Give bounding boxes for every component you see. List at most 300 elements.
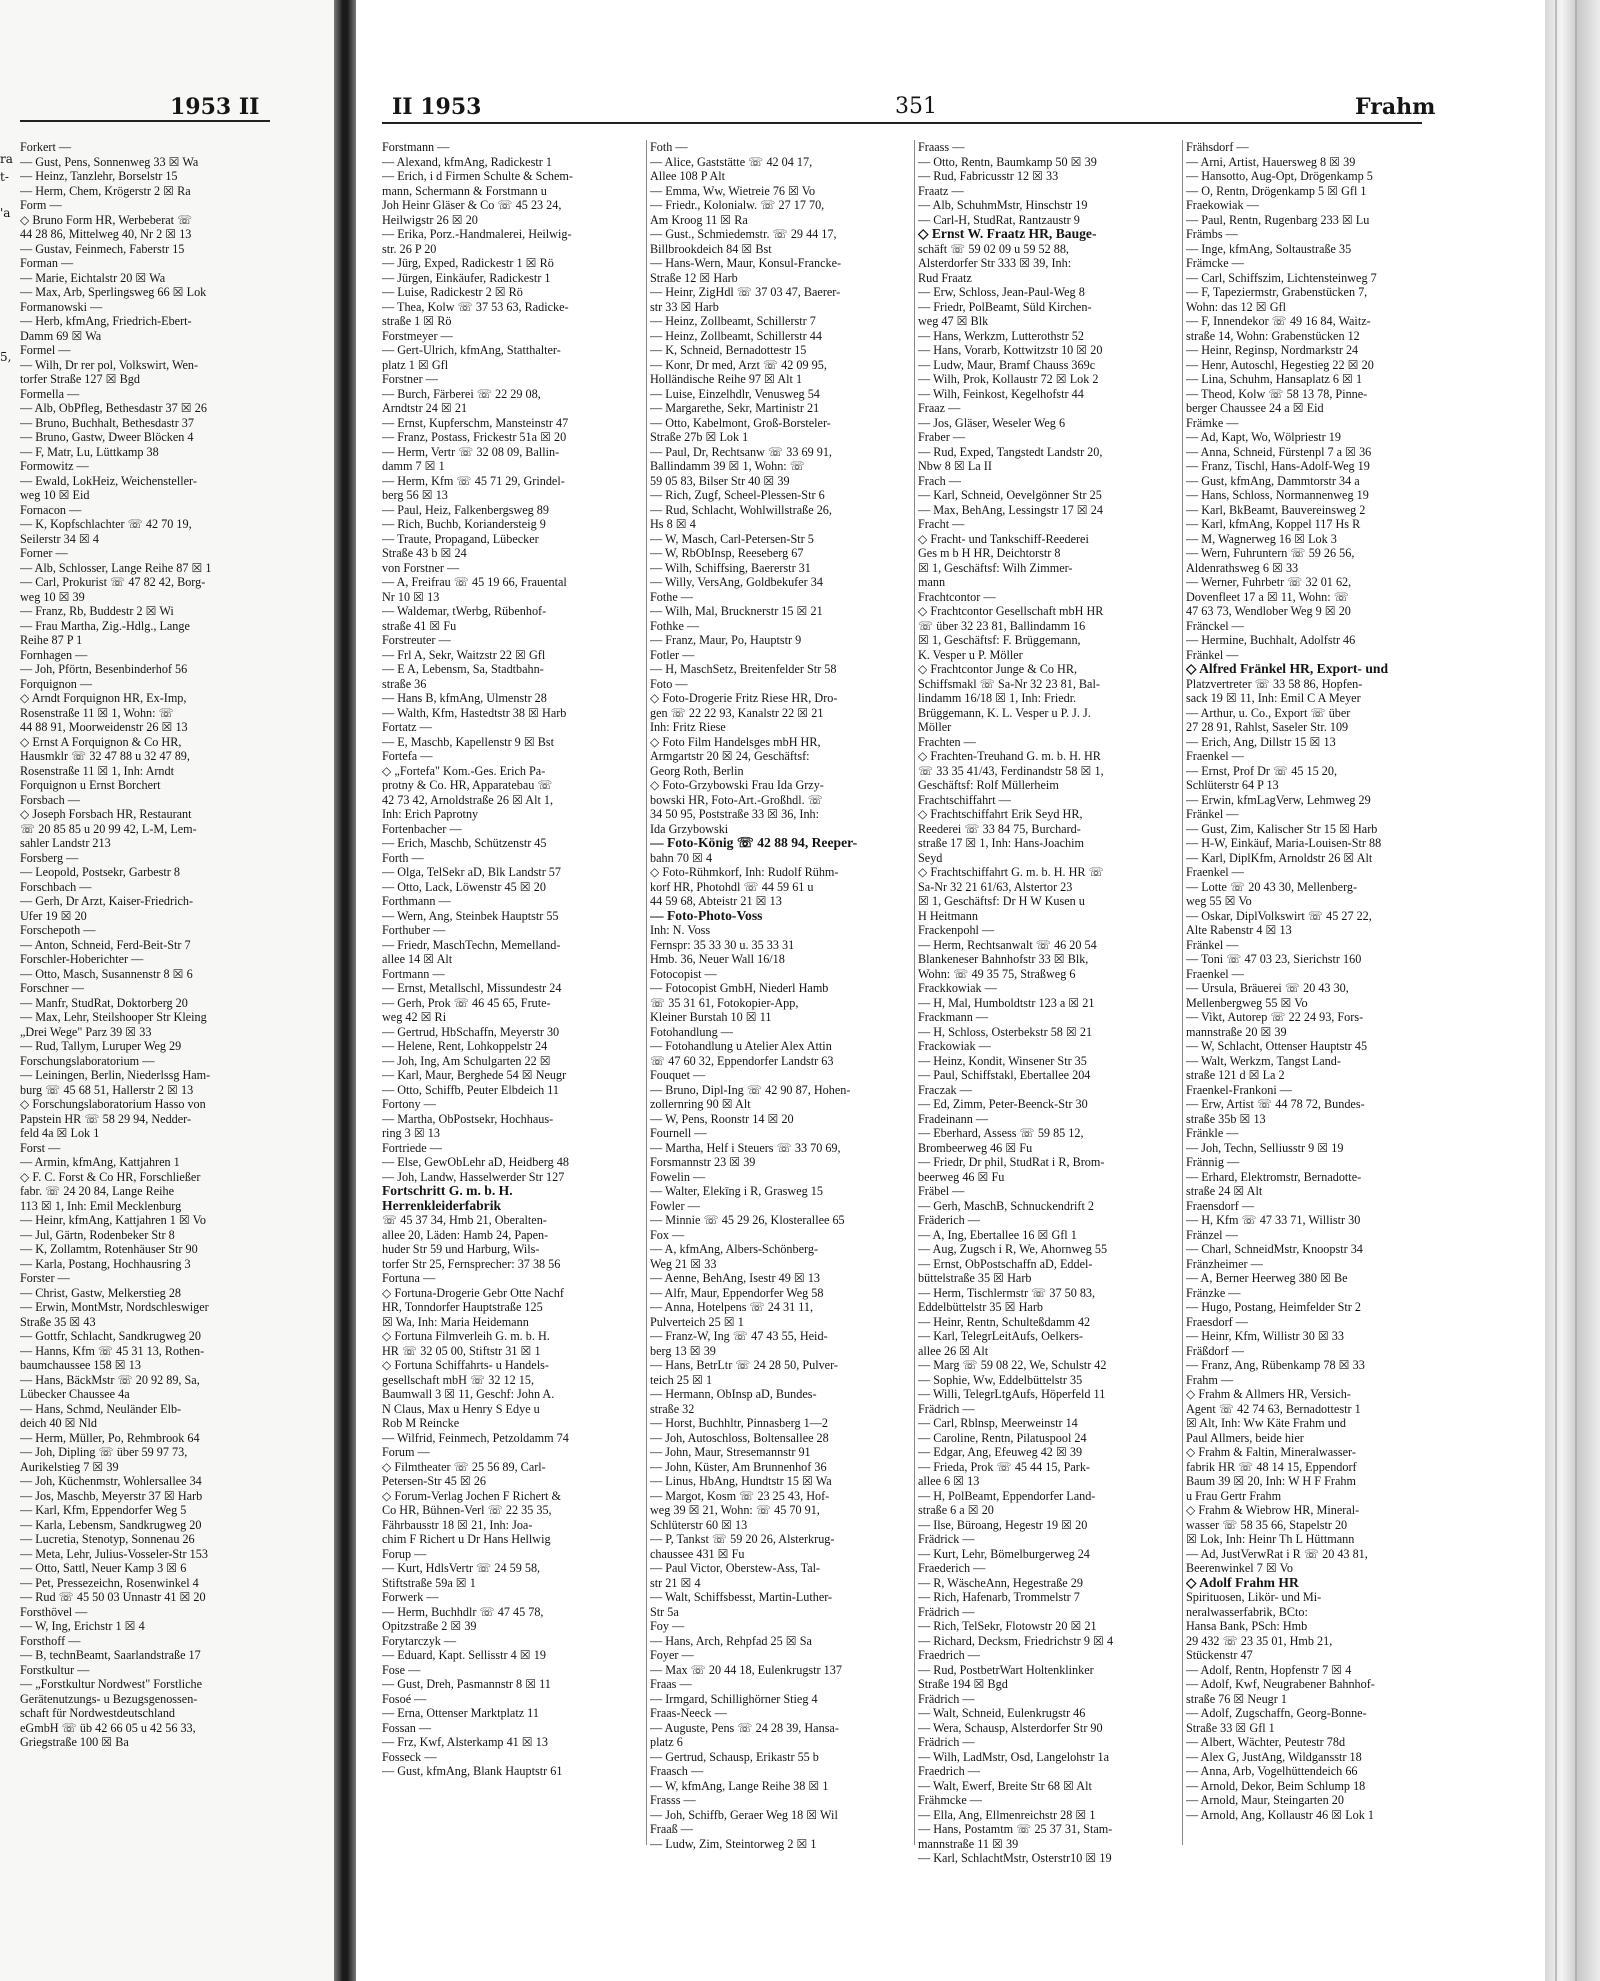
directory-line: Georg Roth, Berlin — [650, 763, 744, 778]
directory-line: ◇ Frachtschiffahrt Erik Seyd HR, — [918, 807, 1083, 821]
head-rule — [382, 122, 1422, 124]
directory-line: K. Vesper u P. Möller — [918, 647, 1023, 662]
directory-line: — Manfr, StudRat, Doktorberg 20 — [20, 995, 188, 1010]
directory-line: — Max ☏ 20 44 18, Eulenkrugstr 137 — [650, 1662, 842, 1677]
directory-line: sahler Landstr 213 — [20, 836, 111, 850]
directory-line: — Hans B, kfmAng, Ulmenstr 28 — [382, 691, 547, 705]
page-number: 351 — [895, 94, 937, 119]
directory-line: ◇ Foto-Drogerie Fritz Riese HR, Dro- — [650, 691, 838, 705]
directory-line: — Hanns, Kfm ☏ 45 31 13, Rothen- — [20, 1343, 205, 1358]
directory-line: straße 121 d ☒ La 2 — [1186, 1068, 1285, 1082]
directory-line: — Gust, Zim, Kalischer Str 15 ☒ Harb — [1186, 821, 1378, 836]
directory-line: Baumwall 3 ☒ 11, Geschf: John A. — [382, 1387, 555, 1401]
directory-line: — H, Schloss, Osterbekstr 58 ☒ 21 — [918, 1024, 1093, 1039]
directory-line: Forner — — [20, 546, 68, 560]
directory-line: Heilwigstr 26 ☒ 20 — [382, 212, 478, 227]
directory-line: ◇ Foto-Grzybowski Frau Ida Grzy- — [650, 778, 824, 792]
directory-line: Stiftstraße 59a ☒ 1 — [382, 1575, 476, 1590]
directory-line: — Ed, Zimm, Peter-Beenck-Str 30 — [918, 1097, 1088, 1111]
directory-line: — Friedr., Kolonialw. ☏ 27 17 70, — [650, 198, 825, 212]
directory-line: — Otto, Schiffb, Peuter Elbdeich 11 — [382, 1082, 560, 1097]
directory-line: — Joh, Pförtn, Besenbinderhof 56 — [20, 662, 188, 676]
directory-line: mannstraße 20 ☒ 39 — [1186, 1024, 1287, 1039]
directory-line: 44 28 86, Mittelweg 40, Nr 2 ☒ 13 — [20, 227, 192, 241]
directory-line: Straße 33 ☒ Gfl 1 — [1186, 1720, 1275, 1735]
directory-line: u Frau Gertr Frahm — [1186, 1488, 1282, 1503]
directory-line: — Traute, Propagand, Lübecker — [382, 531, 539, 546]
directory-line: — Ernst, ObPostschaffn aD, Eddel- — [918, 1256, 1093, 1271]
directory-line: teich 25 ☒ 1 — [650, 1372, 713, 1387]
directory-line: Fournell — — [650, 1126, 707, 1140]
directory-line: — Ernst, Kupferschm, Mansteinstr 47 — [382, 415, 569, 430]
directory-line: — Alb, ObPfleg, Bethesdastr 37 ☒ 26 — [20, 401, 207, 415]
directory-line: Ufer 19 ☒ 20 — [20, 908, 87, 923]
directory-line: Frädrich — — [918, 1735, 975, 1749]
directory-line: — Gertrud, HbSchaffn, Meyerstr 30 — [382, 1024, 560, 1039]
column-divider — [914, 140, 915, 1845]
directory-line: Rud Fraatz — [918, 270, 972, 285]
directory-line: ◇ Filmtheater ☏ 25 56 89, Carl- — [382, 1459, 546, 1474]
directory-line: — Hans, Werkzm, Lutterothstr 52 — [918, 328, 1084, 343]
directory-line: gen ☏ 22 22 93, Kanalstr 22 ☒ 21 — [650, 705, 824, 720]
directory-line: — Joh, Ing, Am Schulgarten 22 ☒ — [382, 1053, 551, 1068]
directory-line: — Heinr, Reginsp, Nordmarkstr 24 — [1186, 343, 1359, 357]
directory-line: Fracht — — [918, 517, 965, 531]
directory-line: gesellschaft mbH ☏ 32 12 15, — [382, 1372, 534, 1387]
directory-line: — Anton, Schneid, Ferd-Beit-Str 7 — [20, 937, 191, 952]
directory-line: — Erika, Porz.-Handmalerei, Heilwig- — [382, 227, 572, 241]
directory-line: Fox — — [650, 1227, 685, 1242]
directory-line: — Heinz, Kondit, Winsener Str 35 — [918, 1053, 1087, 1068]
directory-line: Alsterdorfer Str 333 ☒ 39, Inh: — [918, 256, 1072, 270]
directory-line: ☒ Wa, Inh: Maria Heidemann — [382, 1314, 529, 1329]
directory-line: str. 26 P 20 — [382, 241, 437, 256]
directory-line: — E, Maschb, Kapellenstr 9 ☒ Bst — [382, 734, 555, 749]
directory-line: burg ☏ 45 68 51, Hallerstr 2 ☒ 13 — [20, 1082, 194, 1097]
directory-line: — Jürgen, Einkäufer, Radickestr 1 — [382, 270, 551, 285]
directory-line: — Karl, Schneid, Oevelgönner Str 25 — [918, 488, 1102, 502]
directory-line: — Wilh, Schiffsing, Baererstr 31 — [650, 560, 811, 575]
directory-line: — Max, Arb, Sperlingsweg 66 ☒ Lok — [20, 285, 207, 299]
directory-line: — Franz, Postass, Frickestr 51a ☒ 20 — [382, 430, 567, 444]
directory-line: — Horst, Buchhltr, Pinnasberg 1—2 — [650, 1416, 829, 1430]
directory-line: Fraatz — — [918, 183, 964, 198]
directory-column-4 — [918, 140, 1180, 1866]
directory-line: — Frau Martha, Zig.-Hdlg., Lange — [20, 618, 190, 633]
directory-line: straße 1 ☒ Rö — [382, 314, 452, 328]
directory-line: allee 14 ☒ Alt — [382, 952, 453, 966]
directory-line: Frachtcontor — — [918, 589, 996, 604]
directory-line: — Heinz, Zollbeamt, Schillerstr 44 — [650, 328, 822, 343]
directory-line: Fränkle — — [1186, 1126, 1239, 1140]
directory-line: Frännig — — [1186, 1155, 1240, 1169]
margin-fragment — [0, 276, 16, 294]
directory-line: Straße 194 ☒ Bgd — [918, 1677, 1008, 1691]
directory-line: torfer Str 25, Fernsprecher: 37 38 56 — [382, 1256, 561, 1271]
directory-line: Frähmcke — — [918, 1793, 982, 1807]
directory-line: ring 3 ☒ 13 — [382, 1126, 440, 1140]
directory-line: — Eberhard, Assess ☏ 59 85 12, — [918, 1126, 1084, 1140]
directory-line: Formanowski — — [20, 299, 103, 314]
directory-line: — Heinz, Zollbeamt, Schillerstr 7 — [650, 314, 816, 328]
directory-line: — Lucretia, Stenotyp, Sonnenau 26 — [20, 1532, 195, 1546]
directory-line: ◇ Fortuna Filmverleih G. m. b. H. — [382, 1329, 550, 1343]
directory-line: — Willi, TelegrLtgAufs, Höperfeld 11 — [918, 1387, 1106, 1401]
directory-line: Fraas — — [650, 1677, 692, 1691]
directory-line: straße 24 ☒ Alt — [1186, 1184, 1263, 1198]
directory-line: Fose — — [382, 1662, 421, 1677]
directory-line: — Fotohandlung u Atelier Alex Attin — [650, 1039, 832, 1053]
directory-line: 44 59 68, Abteistr 21 ☒ 13 — [650, 894, 782, 908]
directory-line: Schlüterstr 60 ☒ 13 — [650, 1517, 748, 1532]
directory-line: — Wern, Ang, Steinbek Hauptstr 55 — [382, 908, 559, 923]
directory-line: fabr. ☏ 24 20 84, Lange Reihe — [20, 1184, 175, 1198]
directory-line: ◇ Bruno Form HR, Werbeberat ☏ — [20, 212, 193, 227]
directory-line: — F, Tapeziermstr, Grabenstücken 7, — [1186, 285, 1368, 299]
directory-line: — Hans, Arch, Rehpfad 25 ☒ Sa — [650, 1633, 812, 1648]
directory-line: — Anna, Arb, Vogelhüttendeich 66 — [1186, 1764, 1358, 1778]
directory-line: ◇ Fracht- und Tankschiff-Reederei — [918, 531, 1089, 546]
directory-line: ☒ Lok, Inh: Heinr Th L Hüttmann — [1186, 1532, 1355, 1546]
directory-line: Fornhagen — — [20, 647, 88, 662]
directory-line: Spirituosen, Likör- und Mi- — [1186, 1590, 1322, 1604]
directory-line: ◇ Fortuna-Drogerie Gebr Otte Nachf — [382, 1285, 564, 1300]
directory-line: Eddelbüttelstr 35 ☒ Harb — [918, 1300, 1043, 1314]
directory-line: Schiffsmakl ☏ Sa-Nr 32 23 81, Bal- — [918, 676, 1100, 691]
directory-column-1 — [20, 140, 270, 1750]
directory-line: Fosseck — — [382, 1749, 437, 1764]
directory-line: Fräßdorf — — [1186, 1343, 1244, 1358]
directory-line: Weg 21 ☒ 33 — [650, 1256, 717, 1271]
directory-line: — Wilh, Mal, Brucknerstr 15 ☒ 21 — [650, 604, 823, 618]
directory-line: — Kurt, HdlsVertr ☏ 24 59 58, — [382, 1561, 541, 1575]
directory-line: Sa-Nr 32 21 61/63, Alstertor 23 — [918, 879, 1073, 894]
directory-line: — Adolf, Kwf, Neugrabener Bahnhof- — [1186, 1677, 1375, 1691]
directory-line: — W, RbObInsp, Reeseberg 67 — [650, 546, 804, 560]
directory-line: — Jul, Gärtn, Rodenbeker Str 8 — [20, 1227, 175, 1242]
directory-line: — Helene, Rent, Lohkoppelstr 24 — [382, 1039, 548, 1053]
directory-line: ☏ 35 31 61, Fotokopier-App, — [650, 995, 799, 1010]
directory-line: Fowelin — — [650, 1169, 706, 1184]
directory-line: — Frz, Kwf, Alsterkamp 41 ☒ 13 — [382, 1735, 548, 1749]
directory-line: — Heinr, ZigHdl ☏ 37 03 47, Baerer- — [650, 285, 841, 299]
directory-line: Petersen-Str 45 ☒ 26 — [382, 1474, 487, 1488]
directory-line: — Herm, Müller, Po, Rehmbrook 64 — [20, 1430, 200, 1445]
directory-line: straße 32 — [650, 1401, 695, 1416]
directory-line: — Alexand, kfmAng, Radickestr 1 — [382, 154, 552, 169]
directory-line: Herrenkleiderfabrik — [382, 1198, 502, 1213]
directory-line: — Franz, Maur, Po, Hauptstr 9 — [650, 633, 802, 647]
directory-line: — Erhard, Elektromstr, Bernadotte- — [1186, 1169, 1362, 1184]
directory-line: Fotocopist — — [650, 966, 717, 981]
directory-line: — Oskar, DiplVolkswirt ☏ 45 27 22, — [1186, 908, 1372, 923]
directory-line: ◇ Adolf Frahm HR — [1186, 1575, 1299, 1590]
directory-line: lindamm 16/18 ☒ 1, Inh: Friedr. — [918, 691, 1077, 705]
left-page-margin-fragments — [0, 150, 16, 800]
directory-line: bowski HR, Foto-Art.-Großhdl. ☏ — [650, 792, 823, 807]
margin-fragment — [0, 330, 16, 348]
directory-line: Fraasch — — [650, 1764, 704, 1778]
directory-line: Forwerk — — [382, 1590, 439, 1604]
directory-line: — Rud, PostbetrWart Holtenklinker — [918, 1662, 1094, 1677]
directory-line: Fraass — — [918, 140, 965, 154]
directory-line: — Karl, kfmAng, Koppel 117 Hs R — [1186, 517, 1361, 531]
directory-line: — Carl, Rblnsp, Meerweinstr 14 — [918, 1416, 1078, 1430]
directory-line: Reihe 87 P 1 — [20, 633, 83, 647]
running-head-right: Frahm — [1355, 94, 1436, 120]
directory-line: — Alb, SchuhmMstr, Hinschstr 19 — [918, 198, 1088, 212]
directory-line: — Christ, Gastw, Melkerstieg 28 — [20, 1285, 182, 1300]
directory-line: Mellenbergweg 55 ☒ Vo — [1186, 995, 1308, 1010]
directory-line: Fortuna — — [382, 1271, 436, 1285]
directory-line: Hs 8 ☒ 4 — [650, 517, 696, 531]
directory-line: Rob M Reincke — [382, 1416, 460, 1430]
directory-line: Platzvertreter ☏ 33 58 86, Hopfen- — [1186, 676, 1363, 691]
directory-line: Nr 10 ☒ 13 — [382, 589, 440, 604]
directory-line: — Martha, Helf i Steuers ☏ 33 70 69, — [650, 1140, 841, 1155]
directory-column-3 — [650, 140, 912, 1851]
directory-line: straße 76 ☒ Neugr 1 — [1186, 1691, 1287, 1706]
directory-line: — Paul, Schiffstakl, Ebertallee 204 — [918, 1068, 1091, 1082]
directory-line: ☏ über 32 23 81, Ballindamm 16 — [918, 618, 1086, 633]
directory-line: Paul Allmers, beide hier — [1186, 1430, 1304, 1445]
directory-line: — Alex G, JustAng, Wildgansstr 18 — [1186, 1749, 1362, 1764]
directory-line: — Karl, Kfm, Eppendorfer Weg 5 — [20, 1503, 187, 1517]
directory-line: ☒ 1, Geschäftsf: Wilh Zimmer- — [918, 560, 1073, 575]
directory-line: — K, Schneid, Bernadottestr 15 — [650, 343, 807, 357]
book-gutter — [334, 0, 356, 1981]
directory-line: huder Str 59 und Harburg, Wils- — [382, 1242, 540, 1256]
directory-line: Fortriede — — [382, 1140, 442, 1155]
directory-line: — Erw, Schloss, Jean-Paul-Weg 8 — [918, 285, 1085, 299]
directory-line: — Rich, Zugf, Scheel-Plessen-Str 6 — [650, 488, 825, 502]
directory-line: 42 73 42, Arnoldstraße 26 ☒ Alt 1, — [382, 792, 554, 807]
directory-line: — Carl-H, StudRat, Rantzaustr 9 — [918, 212, 1080, 227]
directory-line: — Arni, Artist, Hauersweg 8 ☒ 39 — [1186, 154, 1356, 169]
directory-line: — O, Rentn, Drögenkamp 5 ☒ Gfl 1 — [1186, 183, 1367, 198]
directory-line: — Ad, Kapt, Wo, Wölpriestr 19 — [1186, 430, 1341, 444]
directory-line: — Aug, Zugsch i R, We, Ahornweg 55 — [918, 1242, 1108, 1256]
directory-line: Rosenstraße 11 ☒ 1, Inh: Arndt — [20, 763, 174, 778]
directory-line: Forquignon u Ernst Borchert — [20, 778, 161, 792]
directory-line: — Arnold, Ang, Kollaustr 46 ☒ Lok 1 — [1186, 1807, 1374, 1822]
directory-line: büttelstraße 35 ☒ Harb — [918, 1271, 1032, 1285]
directory-line: Fortefa — — [382, 749, 433, 763]
left-head-rule — [20, 120, 270, 122]
directory-line: Forsthoff — — [20, 1633, 81, 1648]
directory-line: — Karl, Maur, Berghede 54 ☒ Neugr — [382, 1068, 567, 1082]
directory-line: Joh Heinr Gläser & Co ☏ 45 23 24, — [382, 198, 562, 212]
directory-line: Frädrich — — [918, 1401, 975, 1416]
directory-line: — Walt, Ewerf, Breite Str 68 ☒ Alt — [918, 1778, 1092, 1793]
directory-line: — Hans, BäckMstr ☏ 20 92 89, Sa, — [20, 1372, 200, 1387]
directory-line: — Edgar, Ang, Efeuweg 42 ☒ 39 — [918, 1445, 1083, 1459]
directory-line: — Werner, Fuhrbetr ☏ 32 01 62, — [1186, 575, 1352, 589]
left-page-running-head: 1953 II — [170, 94, 260, 120]
directory-line: Forthmann — — [382, 894, 451, 908]
directory-line: ◇ Alfred Fränkel HR, Export- und — [1186, 662, 1389, 676]
directory-line: — Herb, kfmAng, Friedrich-Ebert- — [20, 314, 192, 328]
directory-line: — Minnie ☏ 45 29 26, Klosterallee 65 — [650, 1213, 845, 1227]
directory-line: — Ernst, Prof Dr ☏ 45 15 20, — [1186, 763, 1337, 778]
directory-line: Fosoé — — [382, 1691, 427, 1706]
directory-line: — Otto, Rentn, Baumkamp 50 ☒ 39 — [918, 154, 1097, 169]
directory-line: — Linus, HbAng, Hundtstr 15 ☒ Wa — [650, 1474, 832, 1488]
directory-line: Främke — — [1186, 415, 1239, 430]
directory-line: — K, Zollamtm, Rotenhäuser Str 90 — [20, 1242, 198, 1256]
directory-line: Fortmann — — [382, 966, 445, 981]
directory-line: — Fotocopist GmbH, Niederl Hamb — [650, 981, 829, 995]
directory-line: HR, Tonndorfer Hauptstraße 125 — [382, 1300, 543, 1314]
directory-line: — Friedr, MaschTechn, Memelland- — [382, 937, 561, 952]
directory-line: Fortschritt G. m. b. H. — [382, 1184, 513, 1198]
directory-line: Baum 39 ☒ 20, Inh: W H F Frahm — [1186, 1474, 1356, 1488]
directory-line: bahn 70 ☒ 4 — [650, 850, 713, 865]
directory-line: — Joh, Schiffb, Geraer Weg 18 ☒ Wil — [650, 1807, 838, 1822]
directory-line: N Claus, Max u Henry S Edye u — [382, 1401, 540, 1416]
directory-line: Form — — [20, 198, 62, 212]
directory-line: Frädrick — — [918, 1532, 975, 1546]
directory-line: — Lina, Schuhm, Hansaplatz 6 ☒ 1 — [1186, 372, 1363, 386]
directory-line: Fortenbacher — — [382, 821, 462, 836]
directory-line: — Marie, Eichtalstr 20 ☒ Wa — [20, 270, 166, 285]
directory-line: — Arnold, Dekor, Beim Schlump 18 — [1186, 1778, 1366, 1793]
directory-line: — Friedr, PolBeamt, Süld Kirchen- — [918, 299, 1092, 314]
directory-line: — K, Kopfschlachter ☏ 42 70 19, — [20, 517, 192, 531]
directory-line: protny & Co. HR, Apparatebau ☏ — [382, 778, 553, 792]
directory-line: — B, technBeamt, Saarlandstraße 17 — [20, 1648, 201, 1662]
directory-line: Straße 12 ☒ Harb — [650, 270, 738, 285]
directory-line: — Carl, Schiffszim, Lichtensteinweg 7 — [1186, 270, 1377, 285]
directory-line: Fraaß — — [650, 1822, 693, 1836]
directory-line: 44 88 91, Moorweidenstr 26 ☒ 13 — [20, 720, 188, 734]
directory-line: — H, MaschSetz, Breitenfelder Str 58 — [650, 662, 837, 676]
directory-line: Fraenkel-Frankoni — — [1186, 1082, 1292, 1097]
directory-line: Fräbel — — [918, 1184, 965, 1198]
directory-line: — A, kfmAng, Albers-Schönberg- — [650, 1242, 819, 1256]
margin-fragment: 'a — [0, 206, 11, 220]
directory-line: — Erna, Ottenser Marktplatz 11 — [382, 1706, 539, 1720]
directory-line: — Franz, Tischl, Hans-Adolf-Weg 19 — [1186, 459, 1370, 473]
directory-line: — Heinr, Kfm, Willistr 30 ☒ 33 — [1186, 1329, 1344, 1343]
directory-line: Forschner — — [20, 981, 84, 995]
directory-line: Rosenstraße 11 ☒ 1, Wohn: ☏ — [20, 705, 174, 720]
directory-line: Fouquet — — [650, 1068, 706, 1082]
directory-line: — Karla, Lebensm, Sandkrugweg 20 — [20, 1517, 202, 1532]
directory-column-2 — [382, 140, 644, 1779]
directory-line: chaussee 431 ☒ Fu — [650, 1546, 745, 1561]
directory-line: Fraekowiak — — [1186, 198, 1259, 212]
directory-line: ◇ Foto-Rühmkorf, Inh: Rudolf Rühm- — [650, 865, 839, 879]
directory-line: — Paul Victor, Oberstew-Ass, Tal- — [650, 1561, 821, 1575]
directory-line: Forster — — [20, 1271, 70, 1285]
directory-line: — Otto, Sattl, Neuer Kamp 3 ☒ 6 — [20, 1561, 187, 1575]
directory-line: Forst — — [20, 1140, 61, 1155]
directory-line: Nbw 8 ☒ La II — [918, 459, 992, 473]
directory-line: Frachten — — [918, 734, 976, 749]
directory-line: Frach — — [918, 473, 961, 488]
directory-line: — Rud, Schlacht, Wohlwillstraße 26, — [650, 502, 832, 517]
directory-line: — H, Kfm ☏ 47 33 71, Willistr 30 — [1186, 1213, 1361, 1227]
directory-line: — Gert-Ulrich, kfmAng, Statthalter- — [382, 343, 561, 357]
directory-line: 29 432 ☏ 23 35 01, Hmb 21, — [1186, 1633, 1333, 1648]
directory-line: allee 20, Läden: Hamb 24, Papen- — [382, 1227, 549, 1242]
directory-line: Inh: N. Voss — [650, 923, 711, 937]
directory-line: Forup — — [382, 1546, 427, 1561]
directory-line: — Friedr, Dr phil, StudRat i R, Brom- — [918, 1155, 1105, 1169]
directory-line: — Irmgard, Schillighörner Stieg 4 — [650, 1691, 818, 1706]
directory-line: — Walt, Werkzm, Tangst Land- — [1186, 1053, 1341, 1068]
directory-line: — W, Pens, Roonstr 14 ☒ 20 — [650, 1111, 794, 1126]
directory-line: — Konr, Dr med, Arzt ☏ 42 09 95, — [650, 357, 827, 372]
directory-line: — Joh, Küchenmstr, Wohlersallee 34 — [20, 1474, 202, 1488]
directory-line: 113 ☒ 1, Inh: Emil Mecklenburg — [20, 1198, 182, 1213]
directory-line: — Ludw, Maur, Bramf Chauss 369c — [918, 357, 1096, 372]
directory-line: — Vikt, Autorep ☏ 22 24 93, Fors- — [1186, 1010, 1364, 1024]
directory-line: fabrik HR ☏ 48 14 15, Eppendorf — [1186, 1459, 1357, 1474]
directory-line: Forthuber — — [382, 923, 446, 937]
directory-line: ◇ Arndt Forquignon HR, Ex-Imp, — [20, 691, 187, 705]
directory-line: — Waldemar, tWerbg, Rübenhof- — [382, 604, 547, 618]
directory-line: — A, Ing, Ebertallee 16 ☒ Gfl 1 — [918, 1227, 1077, 1242]
directory-line: — Herm, Chem, Krögerstr 2 ☒ Ra — [20, 183, 191, 198]
directory-line: Allee 108 P Alt — [650, 169, 726, 183]
directory-line: Fraedrich — — [918, 1648, 980, 1662]
directory-line: straße 17 ☒ 1, Inh: Hans-Joachim — [918, 836, 1084, 850]
directory-line: Co HR, Bühnen-Verl ☏ 22 35 35, — [382, 1503, 552, 1517]
directory-line: Frackenpohl — — [918, 923, 995, 937]
directory-line: — Karl, BkBeamt, Bauvereinsweg 2 — [1186, 502, 1366, 517]
directory-line: — W, Ing, Erichstr 1 ☒ 4 — [20, 1619, 145, 1633]
directory-line: Frackmann — — [918, 1010, 989, 1024]
directory-line: — Alb, Schlosser, Lange Reihe 87 ☒ 1 — [20, 560, 212, 575]
directory-line: Fährbausstr 18 ☒ 21, Inh: Joa- — [382, 1517, 533, 1532]
directory-line: Frädrich — — [918, 1691, 975, 1706]
directory-line: — Gottfr, Schlacht, Sandkrugweg 20 — [20, 1329, 201, 1343]
directory-line: — Gertrud, Schausp, Erikastr 55 b — [650, 1749, 819, 1764]
directory-line: Am Kroog 11 ☒ Ra — [650, 212, 748, 227]
directory-line: Frachtschiffahrt — — [918, 792, 1011, 807]
directory-line: Fraedrich — — [918, 1764, 980, 1778]
directory-line: — Hans, Schloss, Normannenweg 19 — [1186, 488, 1369, 502]
directory-line: Fraenkel — — [1186, 749, 1244, 763]
directory-line: — Caroline, Rentn, Pilatuspool 24 — [918, 1430, 1087, 1445]
directory-line: Reederei ☏ 33 84 75, Burchard- — [918, 821, 1081, 836]
directory-line: Formel — — [20, 343, 71, 357]
directory-line: Papstein HR ☏ 58 29 94, Nedder- — [20, 1111, 192, 1126]
directory-line: weg 10 ☒ 39 — [20, 589, 85, 604]
directory-line: — Franz, Ang, Rübenkamp 78 ☒ 33 — [1186, 1358, 1365, 1372]
directory-line: ◇ Frachtschiffahrt G. m. b. H. HR ☏ — [918, 865, 1104, 879]
directory-line: — Else, GewObLehr aD, Heidberg 48 — [382, 1155, 569, 1169]
directory-line: Fothke — — [650, 618, 700, 633]
directory-line: Fraesdorf — — [1186, 1314, 1248, 1329]
directory-line: — Erwin, kfmLagVerw, Lehmweg 29 — [1186, 792, 1371, 807]
directory-line: Stückenstr 47 — [1186, 1648, 1253, 1662]
directory-line: — Otto, Kabelmont, Groß-Borsteler- — [650, 415, 831, 430]
directory-line: Forman — — [20, 256, 74, 270]
directory-line: 47 63 73, Wendlober Weg 9 ☒ 20 — [1186, 604, 1351, 618]
directory-line: wasser ☏ 58 35 66, Stapelstr 20 — [1186, 1517, 1348, 1532]
directory-line: — Rich, Hafenarb, Trommelstr 7 — [918, 1590, 1080, 1604]
margin-fragment — [0, 312, 16, 330]
directory-line: — Erich, i d Firmen Schulte & Schem- — [382, 169, 573, 183]
directory-line: — Karl, DiplKfm, Arnoldstr 26 ☒ Alt — [1186, 850, 1373, 865]
directory-line: — Hans, BetrLtr ☏ 24 28 50, Pulver- — [650, 1358, 838, 1372]
directory-line: Forth — — [382, 850, 424, 865]
directory-line: Forstmeyer — — [382, 328, 453, 343]
directory-line: ◇ Frahm & Wiebrow HR, Mineral- — [1186, 1503, 1360, 1517]
